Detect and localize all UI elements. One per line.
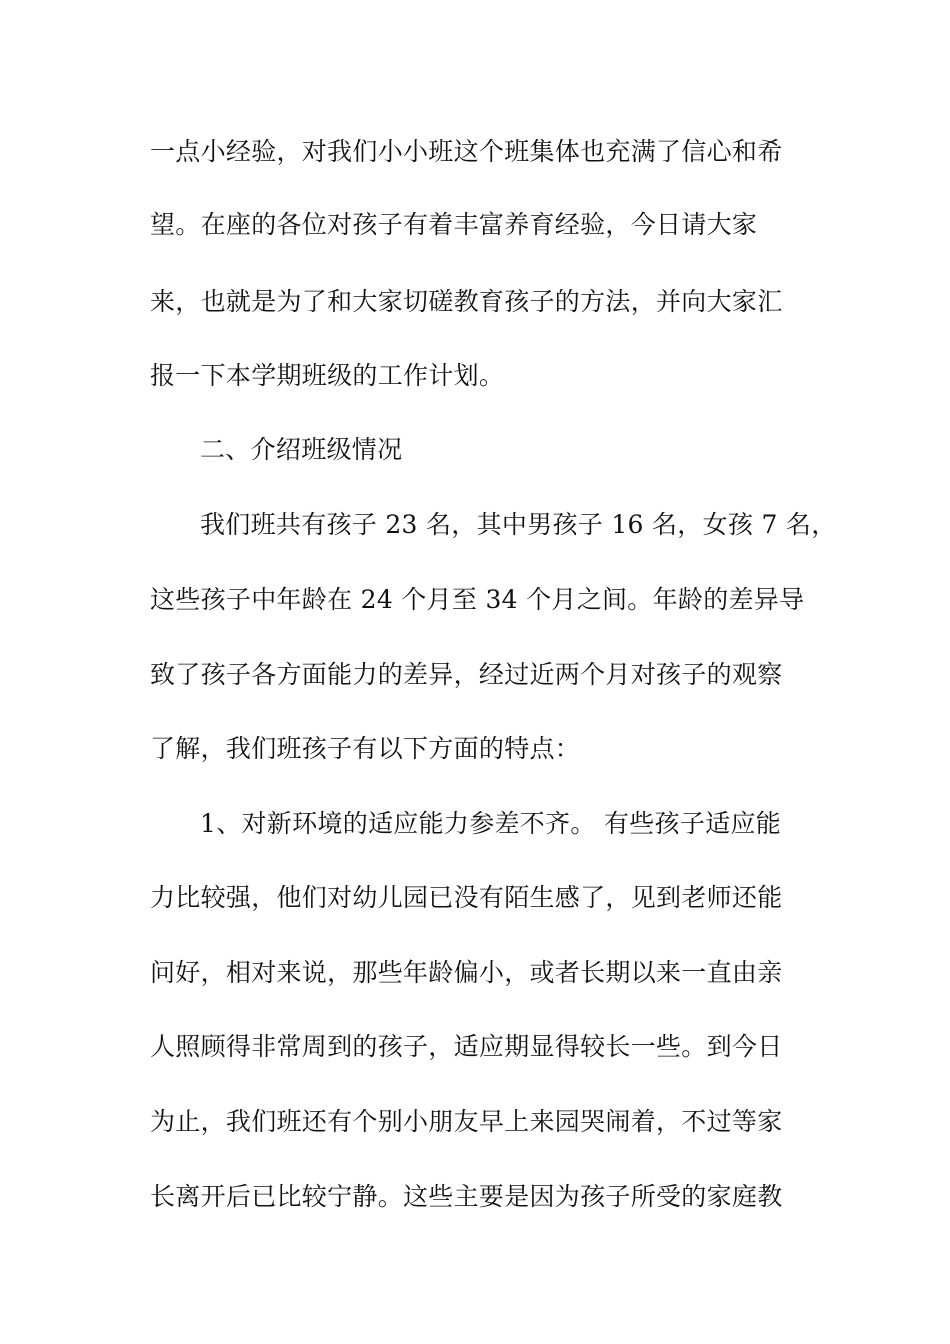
paragraph-line: 力比较强，他们对幼儿园已没有陌生感了，见到老师还能 [150, 883, 783, 912]
paragraph-line: 一点小经验，对我们小小班这个班集体也充满了信心和希 [150, 137, 783, 166]
paragraph-line: 望。在座的各位对孩子有着丰富养育经验，今日请大家 [150, 210, 758, 239]
section-heading: 二、介绍班级情况 [200, 435, 403, 464]
paragraph-line: 长离开后已比较宁静。这些主要是因为孩子所受的家庭教 [150, 1182, 783, 1211]
paragraph-line: 为止，我们班还有个别小朋友早上来园哭闹着，不过等家 [150, 1107, 783, 1136]
paragraph-line: 来，也就是为了和大家切磋教育孩子的方法，并向大家汇 [150, 287, 783, 316]
paragraph-line: 致了孩子各方面能力的差异，经过近两个月对孩子的观察 [150, 660, 783, 689]
list-item-line: 1、对新环境的适应能力参差不齐。 有些孩子适应能 [200, 809, 782, 838]
paragraph-line: 人照顾得非常周到的孩子，适应期显得较长一些。到今日 [150, 1032, 783, 1061]
paragraph-line: 了解，我们班孩子有以下方面的特点： [150, 734, 581, 763]
paragraph-line: 问好，相对来说，那些年龄偏小，或者长期以来一直由亲 [150, 958, 783, 987]
paragraph-line: 我们班共有孩子 23 名，其中男孩子 16 名，女孩 7 名， [200, 510, 837, 539]
paragraph-line: 这些孩子中年龄在 24 个月至 34 个月之间。年龄的差异导 [150, 585, 805, 614]
paragraph-line: 报一下本学期班级的工作计划。 [150, 361, 505, 390]
